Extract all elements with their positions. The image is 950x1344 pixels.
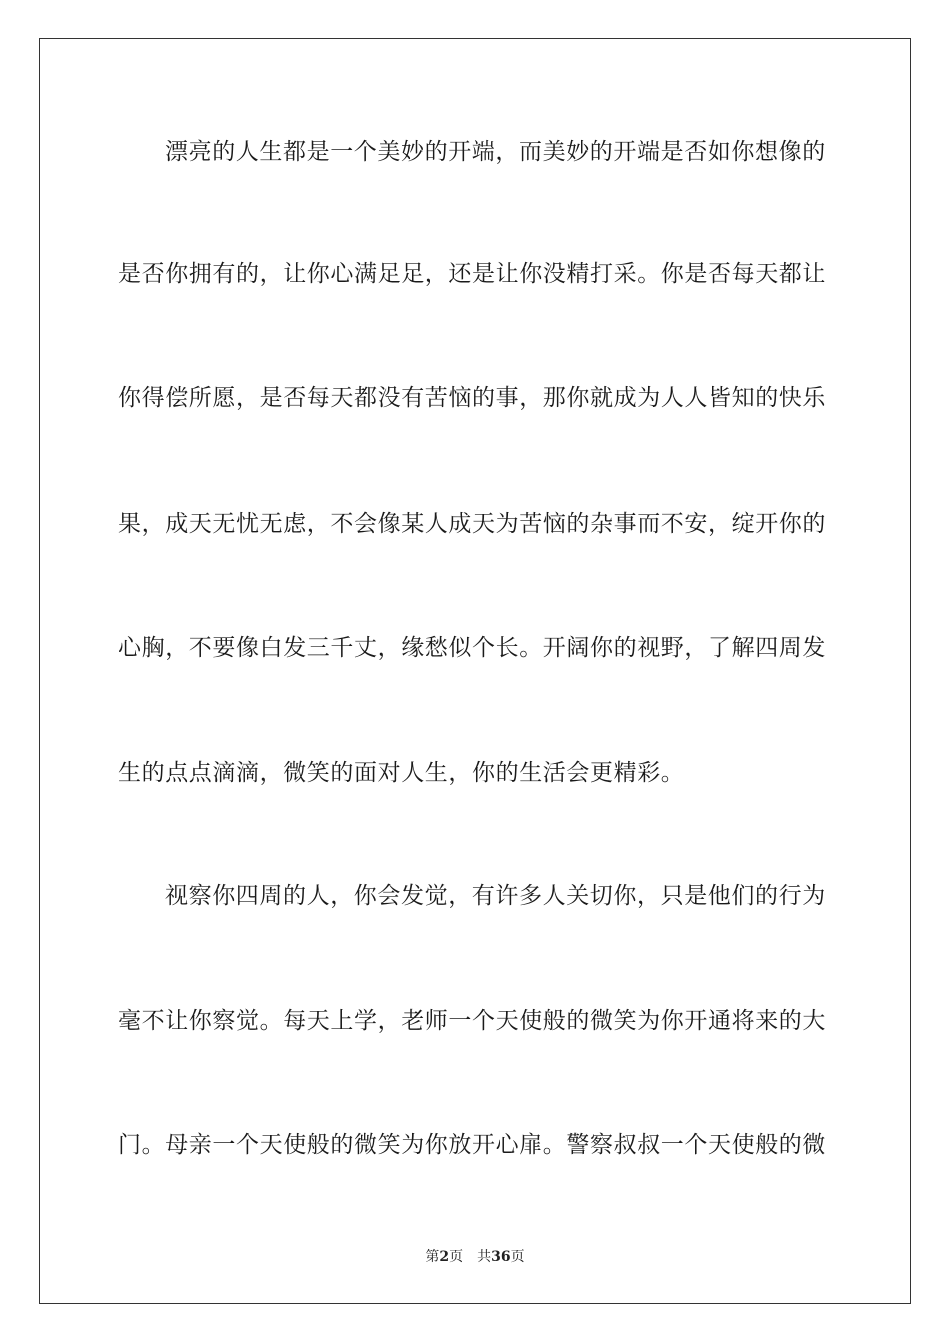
text-line: 毫不让你察觉。每天上学，老师一个天使般的微笑为你开通将来的大 — [118, 1008, 826, 1034]
page-prefix: 第 — [425, 1249, 440, 1265]
page-border — [39, 38, 911, 1304]
total-prefix: 共 — [477, 1249, 492, 1265]
total-pages: 36 — [491, 1249, 511, 1265]
text-line: 门。母亲一个天使般的微笑为你放开心扉。警察叔叔一个天使般的微 — [118, 1132, 826, 1158]
page-footer — [0, 1248, 950, 1266]
text-line: 视察你四周的人，你会发觉，有许多人关切你，只是他们的行为 — [165, 883, 826, 909]
page-suffix: 页 — [449, 1249, 464, 1265]
text-line: 心胸，不要像白发三千丈，缘愁似个长。开阔你的视野，了解四周发 — [118, 635, 826, 661]
text-line: 生的点点滴滴，微笑的面对人生，你的生活会更精彩。 — [118, 760, 685, 786]
text-line: 漂亮的人生都是一个美妙的开端，而美妙的开端是否如你想像的 — [165, 139, 826, 165]
text-line: 果，成天无忧无虑，不会像某人成天为苦恼的杂事而不安，绽开你的 — [118, 511, 826, 537]
total-suffix: 页 — [510, 1249, 525, 1265]
page-number: 2 — [439, 1249, 450, 1265]
text-line: 是否你拥有的，让你心满足足，还是让你没精打采。你是否每天都让 — [118, 261, 826, 287]
text-line: 你得偿所愿，是否每天都没有苦恼的事，那你就成为人人皆知的快乐 — [118, 385, 826, 411]
